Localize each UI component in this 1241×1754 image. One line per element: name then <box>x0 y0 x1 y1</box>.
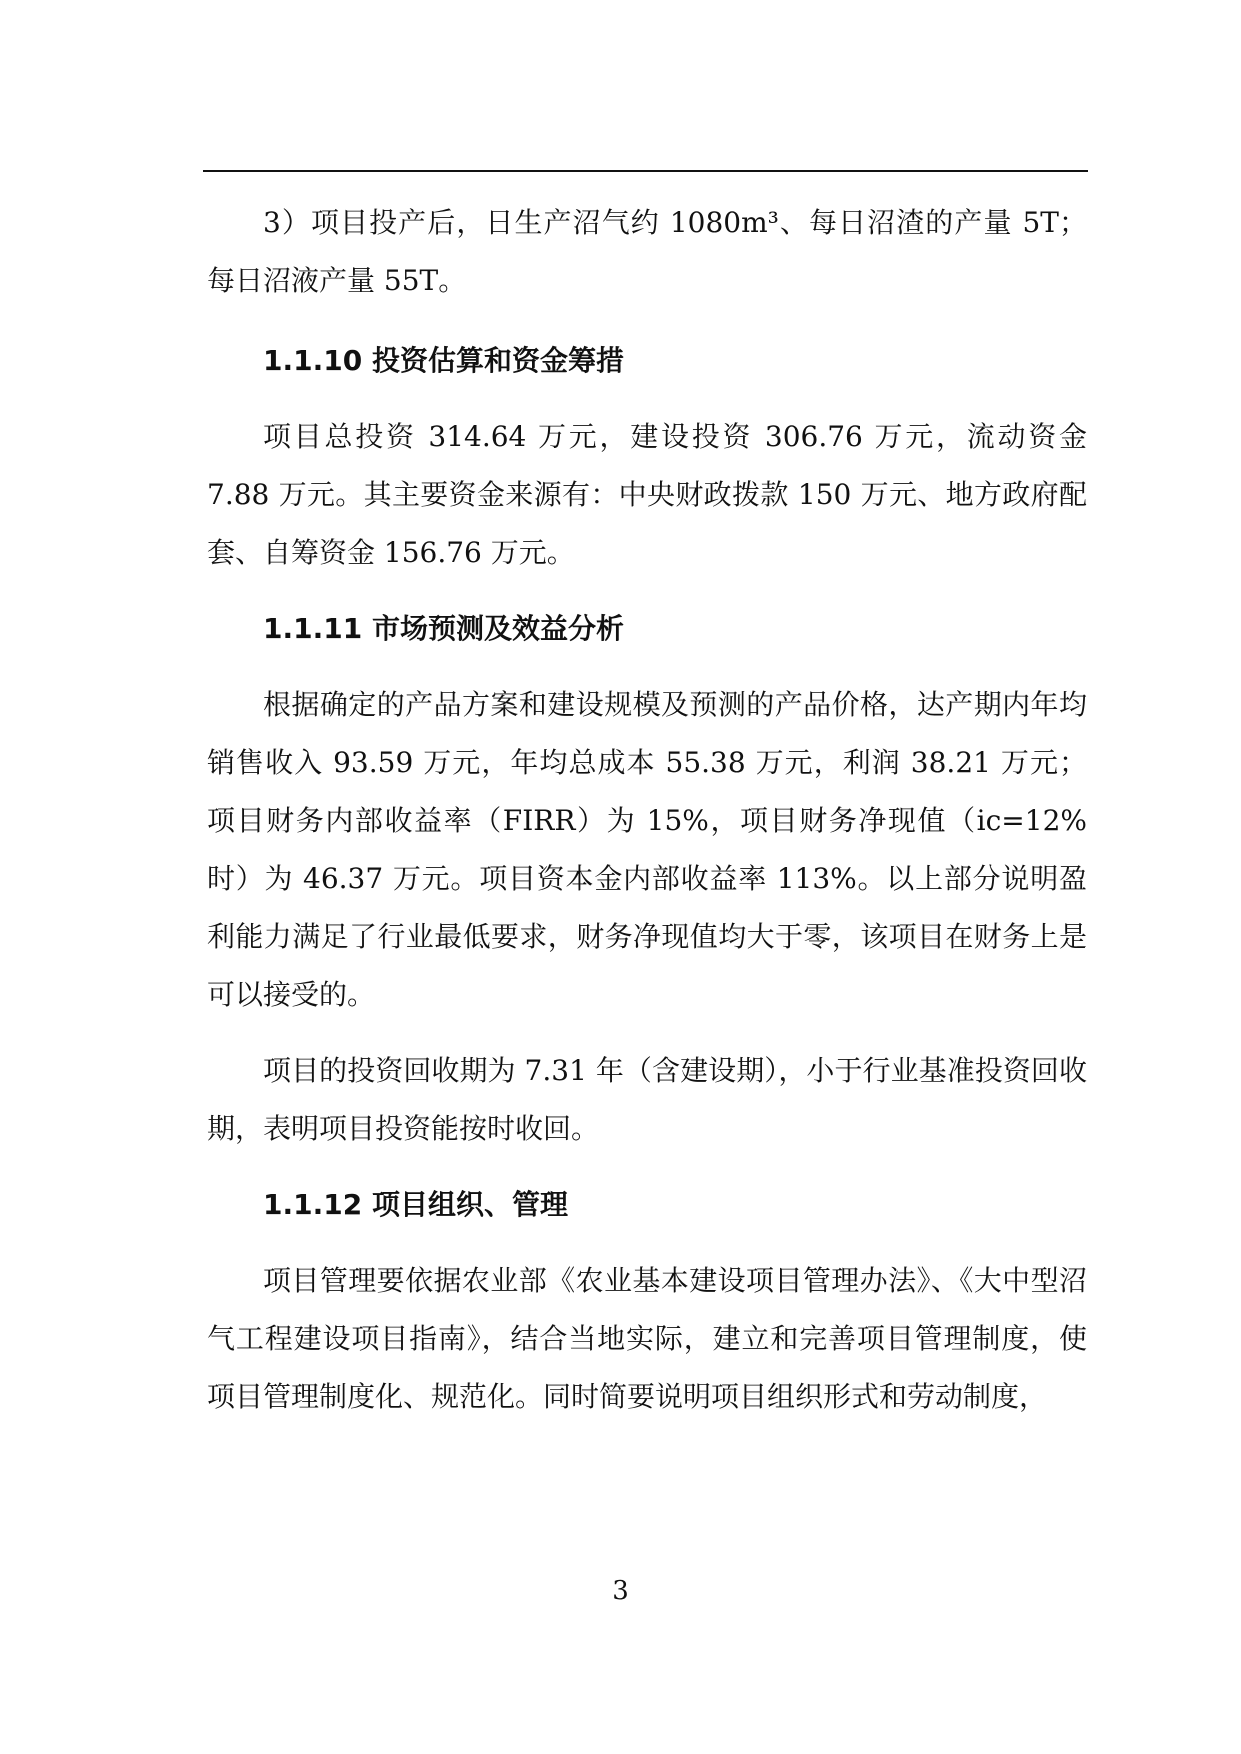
page-number: 3 <box>612 1576 629 1606</box>
header-rule <box>203 170 1088 172</box>
paragraph-payback-period: 项目的投资回收期为 7.31 年（含建设期），小于行业基准投资回收期，表明项目投资能按时收回。 <box>207 1054 1087 1145</box>
paragraph-management: 项目管理要依据农业部《农业基本建设项目管理办法》、《大中型沼气工程建设项目指南》，结合当地实际，建立和完善项目管理制度，使项目管理制度化、规范化。同时简要说明项目组织形式和劳动制度， <box>207 1264 1087 1413</box>
paragraph-biogas-output: 3）项目投产后，日生产沼气约 1080m³、每日沼渣的产量 5T；每日沼液产量 55T。 <box>207 206 1087 297</box>
paragraph-financial-analysis: 根据确定的产品方案和建设规模及预测的产品价格，达产期内年均销售收入 93.59 万元，年均总成本 55.38 万元，利润 38.21 万元；项目财务内部收益率（FIRR）为 15%，项目财务净现值（ic=12%时）为 46.37 万元。项目资本金内部收益率 113%。以上部分说明盈利能力满足了行业最低要求，财务净现值均大于零，该项目在财务上是可以接受的。 <box>207 688 1087 1011</box>
paragraph-investment: 项目总投资 314.64 万元，建设投资 306.76 万元，流动资金 7.88 万元。其主要资金来源有：中央财政拨款 150 万元、地方政府配套、自筹资金 156.76 万元。 <box>207 420 1087 569</box>
heading-project-management: 1.1.12 项目组织、管理 <box>263 1188 568 1221</box>
heading-investment-estimate: 1.1.10 投资估算和资金筹措 <box>263 344 624 377</box>
document-body <box>207 194 1087 1426</box>
heading-market-forecast: 1.1.11 市场预测及效益分析 <box>263 612 624 645</box>
